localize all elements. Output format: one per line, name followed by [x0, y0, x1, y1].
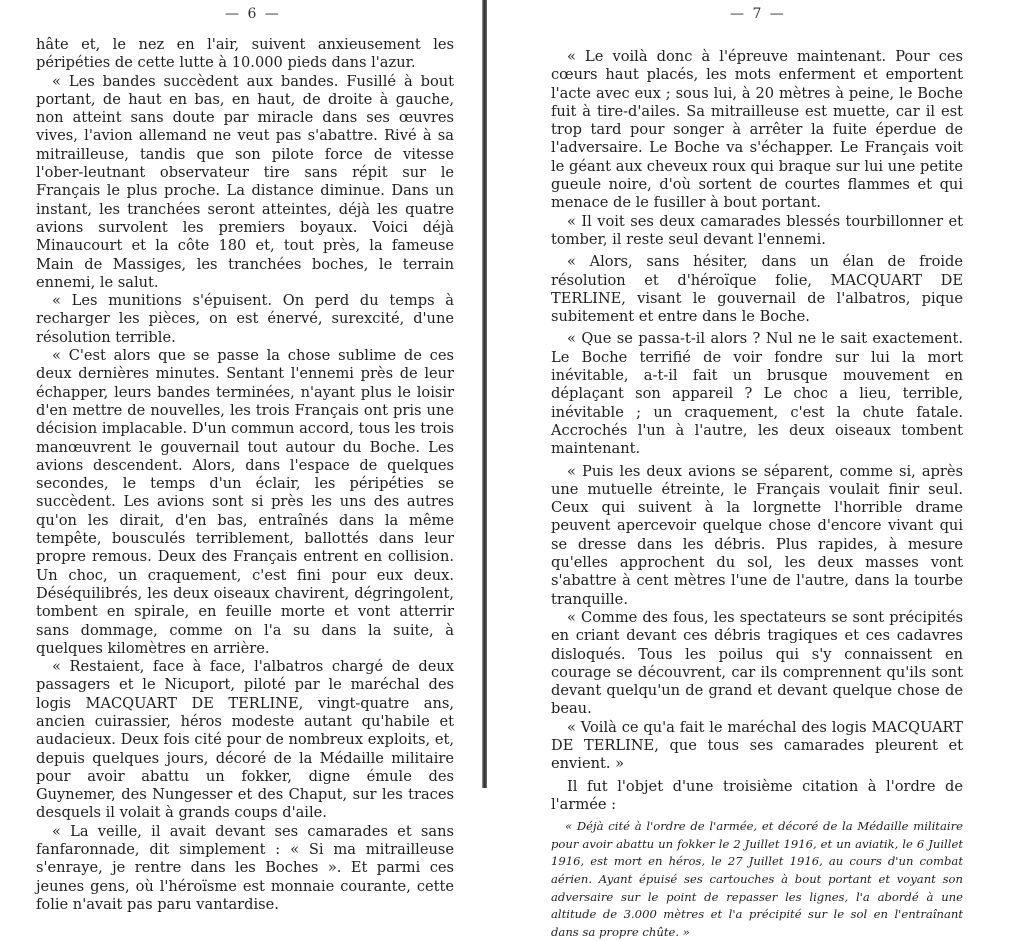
page-number-right: — 7 — — [730, 6, 786, 22]
paragraph: « Restaient, face à face, l'albatros chargé de deux passagers et le Nicuport, piloté par le maréchal des logis MACQUART DE TERLINE, vingt-quatre ans, ancien cuirassier, héros modeste autant qu'habile et audacieux. Deux fois cité pour de nombreux exploits, et, depuis quelques jours, décoré de la Médaille militaire pour avoir abattu un fokker, digne émule des Guynemer, des Nungesser et des Chaput, sur les traces desquels il volait à grands coups d'aile. — [36, 658, 454, 822]
paragraph: Il fut l'objet d'une troisième citation à l'ordre de l'armée : — [551, 777, 963, 813]
paragraph: « Puis les deux avions se séparent, comme si, après une mutuelle étreinte, le Français voulait finir seul. Ceux qui suivent à la lorgnette l'horrible drame peuvent apercevoir quelque chose d'encore vivant qui se dresse dans les débris. Plus rapides, à mesure qu'elles approchent du sol, les deux masses vont s'abattre à cent mètres l'une de l'autre, dans la tourbe tranquille. — [551, 462, 963, 608]
page-number-left: — 6 — — [225, 6, 281, 22]
paragraph: « La veille, il avait devant ses camarades et sans fanfaronnade, dit simplement : « Si ma mitrailleuse s'enraye, je rentre dans les Boches ». Et parmi ces jeunes gens, où l'héroïsme est monnaie courante, cette folie n'avait pas paru vantardise. — [36, 822, 454, 913]
right-page — [487, 0, 1024, 939]
paragraph: « Comme des fous, les spectateurs se sont précipités en criant devant ces débris tragiques et ces cadavres disloqués. Tous les poilus qui s'y connaissent en courage se découvrent, car ils comprennent qu'ils sont devant quelqu'un de grand et devant quelque chose de beau. — [551, 608, 963, 718]
paragraph: hâte et, le nez en l'air, suivent anxieusement les péripéties de cette lutte à 10.000 pieds dans l'azur. — [36, 36, 454, 72]
paragraph: « Le voilà donc à l'épreuve maintenant. Pour ces cœurs haut placés, les mots enferment et emportent l'acte avec eux ; sous lui, à 20 mètres à peine, le Boche fuit à tire-d'ailes. Sa mitrailleuse est muette, car il est trop tard pour songer à arrêter la fuite éperdue de l'adversaire. Le Boche va s'échapper. Le Français voit le géant aux cheveux roux qui braque sur lui une petite gueule noire, d'où sortent de courtes flammes et qui menace de le fusiller à bout portant. — [551, 48, 963, 212]
paragraph: « Les bandes succèdent aux bandes. Fusillé à bout portant, de haut en bas, en haut, de droite à gauche, non atteint sans doute par miracle dans ses œuvres vives, l'avion allemand ne veut pas s'abattre. Rivé à sa mitrailleuse, tandis que son pilote force de vitesse l'ober-leutnant observateur tire sans répit sur le Français le plus proche. La distance diminue. Dans un instant, les tranchées seront atteintes, déjà les quatre avions survolent les premiers boyaux. Voici déjà Minaucourt et la côte 180 et, tout près, la fameuse Main de Massiges, les tranchées boches, le terrain ennemi, le salut. — [36, 72, 454, 291]
paragraph: « Il voit ses deux camarades blessés tourbillonner et tomber, il reste seul devant l'ennemi. — [551, 212, 963, 248]
paragraph: « Alors, sans hésiter, dans un élan de froide résolution et d'héroïque folie, MACQUART DE TERLINE, visant le gouvernail de l'albatros, pique subitement et entre dans le Boche. — [551, 253, 963, 326]
left-page-text — [36, 36, 454, 914]
paragraph: « Que se passa-t-il alors ? Nul ne le sait exactement. Le Boche terrifié de voir fondre sur lui la mort inévitable, a-t-il fait un brusque mouvement en déplaçant son appareil ? Le choc a lieu, terrible, inévitable ; un craquement, c'est la chute fatale. Accrochés l'un à l'autre, les deux oiseaux tombent maintenant. — [551, 330, 963, 458]
paragraph: « Voilà ce qu'a fait le maréchal des logis MACQUART DE TERLINE, que tous ses camarades pleurent et envient. » — [551, 718, 963, 773]
army-citation: « Déjà cité à l'ordre de l'armée, et décoré de la Médaille militaire pour avoir abattu un fokker le 2 Juillet 1916, et un aviatik, le 6 Juillet 1916, est mort en héros, le 27 Juillet 1916, au cours d'un combat aérien. Ayant épuisé ses cartouches à bout portant et voyant son adversaire sur le point de repasser les lignes, l'a abordé à une altitude de 3.000 mètres et l'a précipité sur le sol en l'entraînant dans sa propre chûte. » — [551, 819, 963, 939]
paragraph: « C'est alors que se passe la chose sublime de ces deux dernières minutes. Sentant l'ennemi près de leur échapper, leurs bandes terminées, n'ayant plus le loisir d'en mettre de nouvelles, les trois Français ont pris une décision implacable. D'un commun accord, tous les trois manœuvrent le gouvernail tout autour du Boche. Les avions descendent. Alors, dans l'espace de quelques secondes, le temps d'un éclair, les péripéties se succèdent. Les avions sont si près les uns des autres qu'on les dirait, d'en bas, entraînés dans la même tempête, bousculés terriblement, ballottés dans leur propre remous. Deux des Français entrent en collision. Un choc, un craquement, c'est fini pour eux deux. Déséquilibrés, les deux oiseaux chavirent, dégringolent, tombent en spirale, en feuille morte et vont atterrir sans dommage, comme on l'a su dans la suite, à quelques kilomètres en arrière. — [36, 347, 454, 657]
paragraph: « Les munitions s'épuisent. On perd du temps à recharger les pièces, on est énervé, surexcité, d'une résolution terrible. — [36, 292, 454, 346]
left-page — [0, 0, 482, 913]
right-page-text — [551, 48, 963, 941]
